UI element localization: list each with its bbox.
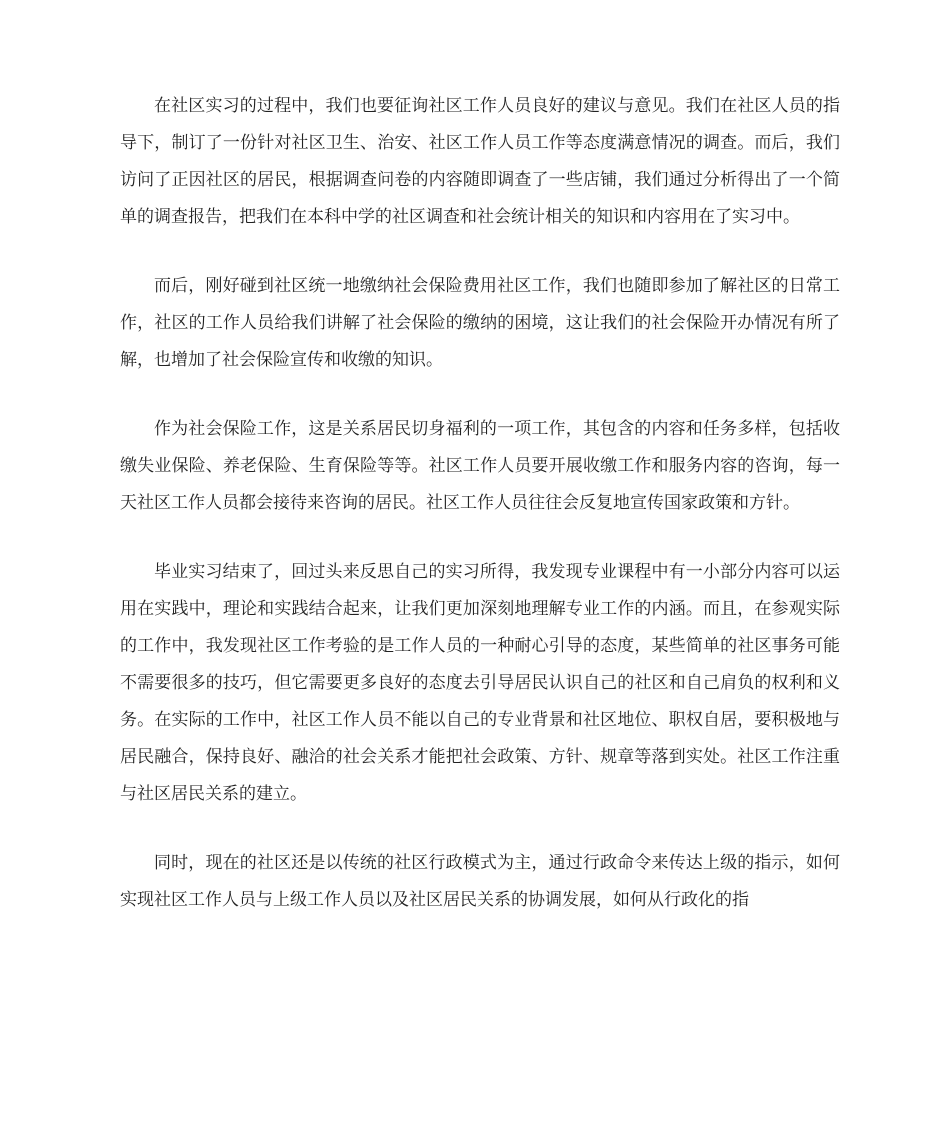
paragraph-2: 而后，刚好碰到社区统一地缴纳社会保险费用社区工作，我们也随即参加了解社区的日常工作，社区的工作人员给我们讲解了社会保险的缴纳的困境，这让我们的社会保险开办情况有所了解，也增加了社会保险宣传和收缴的知识。 (120, 276, 840, 370)
paragraph-1: 在社区实习的过程中，我们也要征询社区工作人员良好的建议与意见。我们在社区人员的指导下，制订了一份针对社区卫生、治安、社区工作人员工作等态度满意情况的调查。而后，我们访问了正因社区的居民，根据调查问卷的内容随即调查了一些店铺，我们通过分析得出了一个简单的调查报告，把我们在本科中学的社区调查和社会统计相关的知识和内容用在了实习中。 (120, 96, 840, 227)
paragraph-3: 作为社会保险工作，这是关系居民切身福利的一项工作，其包含的内容和任务多样，包括收缴失业保险、养老保险、生育保险等等。社区工作人员要开展收缴工作和服务内容的咨询，每一天社区工作人员都会接待来咨询的居民。社区工作人员往往会反复地宣传国家政策和方针。 (120, 419, 840, 513)
paragraph-4: 毕业实习结束了，回过头来反思自己的实习所得，我发现专业课程中有一小部分内容可以运用在实践中，理论和实践结合起来，让我们更加深刻地理解专业工作的内涵。而且，在参观实际的工作中，我发现社区工作考验的是工作人员的一种耐心引导的态度，某些简单的社区事务可能不需要很多的技巧，但它需要更多良好的态度去引导居民认识自己的社区和自己肩负的权利和义务。在实际的工作中，社区工作人员不能以自己的专业背景和社区地位、职权自居，要积极地与居民融合，保持良好、融洽的社会关系才能把社会政策、方针、规章等落到实处。社区工作注重与社区居民关系的建立。 (120, 562, 840, 804)
paragraph-5: 同时，现在的社区还是以传统的社区行政模式为主，通过行政命令来传达上级的指示，如何实现社区工作人员与上级工作人员以及社区居民关系的协调发展，如何从行政化的指 (120, 853, 840, 910)
document-page (120, 88, 840, 919)
